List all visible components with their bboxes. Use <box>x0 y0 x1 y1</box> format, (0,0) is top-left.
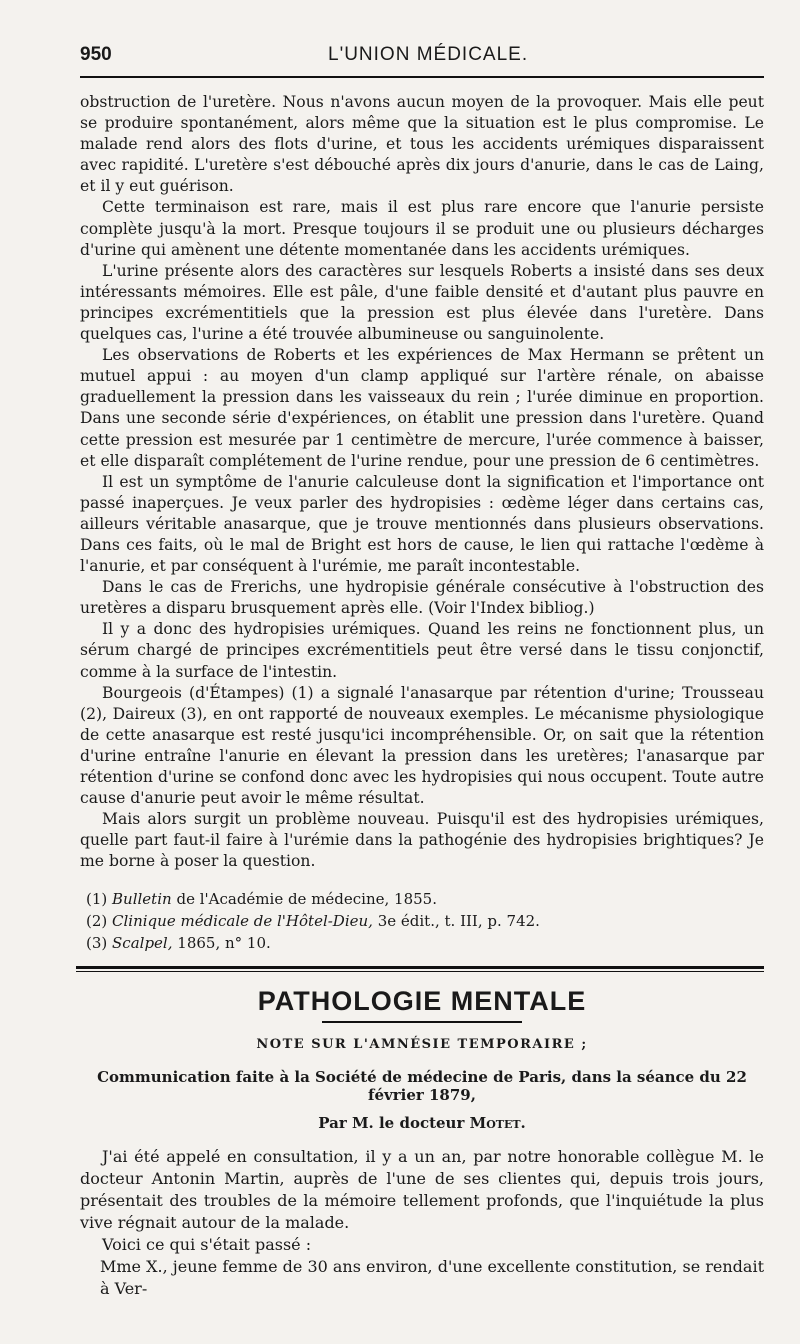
footnote <box>80 888 764 910</box>
author-line <box>80 1114 764 1132</box>
paragraph: Mais alors surgit un problème nouveau. Puisqu'il est des hydropisies urémiques, quelle part faut-il faire à l'urémie dans la pathogénie des hydropisies brightiques? Je me borne à poser la question. <box>80 810 764 871</box>
article-paragraph: Voici ce qui s'était passé : <box>102 1235 312 1255</box>
footnote-text: 1865, n° 10. <box>177 934 271 953</box>
footnote-number: (2) <box>86 912 108 931</box>
paragraph: Dans le cas de Frerichs, une hydropisie générale consécutive à l'obstruction des uretères a disparu brusquement après elle. (Voir l'Index bibliog.) <box>80 578 764 618</box>
page-number: 950 <box>80 44 112 65</box>
footnote-source: Scalpel, <box>112 934 173 953</box>
footnote-text: de l'Académie de médecine, 1855. <box>176 890 437 909</box>
paragraph: Il est un symptôme de l'anurie calculeuse dont la signification et l'importance ont passé inaperçues. Je veux parler des hydropisies : œdème léger dans certains cas, ailleurs véritable anasarque, que je trouve mentionnés dans plusieurs observations. Dans ces faits, où le mal de Bright est hors de cause, le lien qui rattache l'œdème à l'anurie, et par conséquent à l'urémie, me paraît incontestable. <box>80 472 764 576</box>
paragraph: Il y a donc des hydropisies urémiques. Quand les reins ne fonctionnent plus, un sérum chargé de principes excrémentitiels peut être versé dans le tissu conjonctif, comme à la surface de l'intestin. <box>80 620 764 681</box>
paragraph: Cette terminaison est rare, mais il est plus rare encore que l'anurie persiste complète jusqu'à la mort. Presque toujours il se produit une ou plusieurs décharges d'urine qui amènent une détente momentanée dans les accidents urémiques. <box>80 198 764 259</box>
section-divider <box>76 966 764 972</box>
author-name: Motet. <box>469 1114 526 1133</box>
footnote-number: (3) <box>86 934 108 953</box>
running-head: L'UNION MÉDICALE. <box>328 44 529 65</box>
footnote-source: Clinique médicale de l'Hôtel-Dieu, <box>112 912 373 931</box>
footnote-number: (1) <box>86 890 108 909</box>
footnote-source: Bulletin <box>112 890 172 909</box>
note-title: NOTE SUR L'AMNÉSIE TEMPORAIRE ; <box>256 1037 588 1053</box>
paragraph: obstruction de l'uretère. Nous n'avons aucun moyen de la provoquer. Mais elle peut se produire spontanément, alors même que la situation est le plus compromise. Le malade rend alors des flots d'urine, et tous les accidents urémiques disparaissent avec rapidité. L'uretère s'est débouché après dix jours d'anurie, dans le cas de Laing, et il y eut guérison. <box>80 93 764 196</box>
page-header <box>80 40 764 76</box>
article-paragraph: J'ai été appelé en consultation, il y a un an, par notre honorable collègue M. le docteur Antonin Martin, auprès de l'une de ses clientes qui, depuis trois jours, présentait des troubles de la mémoire tellement profonds, que l'inquiétude la plus vive régnait autour de la malade. <box>80 1147 764 1233</box>
footnote <box>80 932 764 954</box>
footnote <box>80 910 764 932</box>
title-rule <box>322 1021 522 1023</box>
footnote-text: 3e édit., t. III, p. 742. <box>377 912 540 931</box>
section-title: PATHOLOGIE MENTALE <box>257 986 587 1017</box>
paragraph: Bourgeois (d'Étampes) (1) a signalé l'anasarque par rétention d'urine; Trousseau (2), Daireux (3), en ont rapporté de nouveaux exemples. Le mécanisme physiologique de cette anasarque est resté jusqu'ici incompréhensible. Or, on sait que la rétention d'urine entraîne l'anurie en élevant la pression dans les uretères; l'anasarque par rétention d'urine se confond donc avec les hydropisies qui nous occupent. Toute autre cause d'anurie peut avoir le même résultat. <box>80 683 764 808</box>
header-rule <box>80 76 764 78</box>
body-text <box>80 92 764 872</box>
article-paragraph: Mme X., jeune femme de 30 ans environ, d'une excellente constitution, se rendait à Ver- <box>100 1257 764 1299</box>
footnotes <box>80 888 764 954</box>
communication-line: Communication faite à la Société de médecine de Paris, dans la séance du 22 février 1879, <box>97 1068 747 1105</box>
paragraph: Les observations de Roberts et les expériences de Max Hermann se prêtent un mutuel appui : au moyen d'un clamp appliqué sur l'artère rénale, on abaisse graduellement la pression dans les vaisseaux du rein ; l'urée diminue en proportion. Dans une seconde série d'expériences, on établit une pression dans l'uretère. Quand cette pression est mesurée par 1 centimètre de mercure, l'urée commence à baisser, et elle disparaît complétement de l'urine rendue, pour une pression de 6 centimètres. <box>80 346 764 470</box>
paragraph: L'urine présente alors des caractères sur lesquels Roberts a insisté dans ses deux intéressants mémoires. Elle est pâle, d'une faible densité et d'autant plus pauvre en principes excrémentitiels que la pression est plus élevée dans l'uretère. Dans quelques cas, l'urine a été trouvée albumineuse ou sanguinolente. <box>80 261 764 344</box>
article-body <box>80 1146 764 1300</box>
author-prefix: Par M. le docteur <box>318 1114 465 1133</box>
